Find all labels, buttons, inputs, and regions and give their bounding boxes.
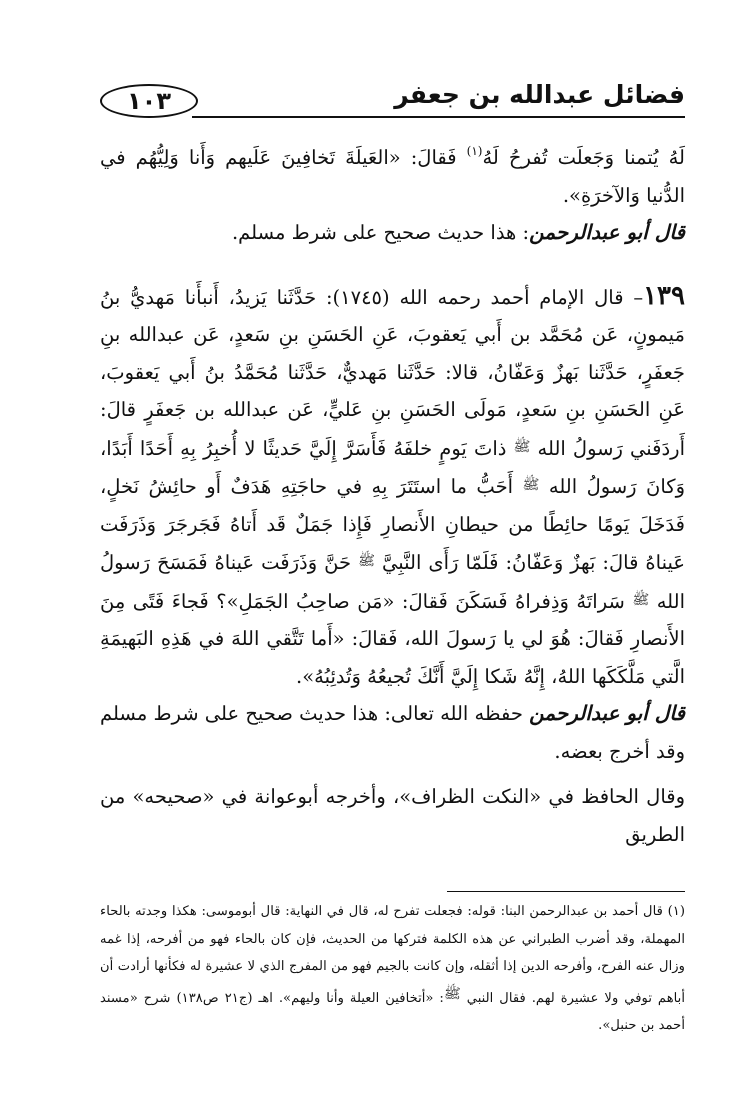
- salawat-glyph: ﷺ: [513, 438, 531, 455]
- spacer: [100, 252, 685, 278]
- hadith-text-2: ذاتَ يَومٍ خلفَهُ فَأَسَرَّ إِلَيَّ حَديثًا لا أُخبِرُ بِهِ أَحَدًا أَبَدًا، وَكانَ رَسولُ الله: [100, 436, 685, 498]
- footnote-1: [100, 898, 685, 1040]
- hadith-number: ١٣٩: [643, 280, 685, 311]
- paragraph-2: [100, 214, 685, 252]
- main-text: [100, 133, 685, 853]
- footnote-rule: [447, 891, 685, 892]
- running-header: [100, 72, 685, 122]
- paragraph-2-text: : هذا حديث صحيح على شرط مسلم.: [231, 221, 530, 244]
- footnote-ref: (١): [466, 144, 483, 158]
- salawat-glyph: ﷺ: [443, 985, 461, 1002]
- salawat-glyph: ﷺ: [632, 591, 650, 608]
- page-number: ١٠٣: [127, 87, 171, 115]
- paragraph-1-text: لَهُ يُتمنا وَجَعلَت تُفرحُ لَهُ: [482, 146, 685, 169]
- footnotes: [100, 898, 685, 1040]
- author-name: قال أبو عبدالرحمن: [529, 220, 685, 244]
- author-name: قال أبو عبدالرحمن: [529, 701, 685, 725]
- salawat-glyph: ﷺ: [358, 553, 375, 569]
- hadith-text-3: أَحَبُّ ما استَتَرَ بِهِ في حاجَتِهِ هَدَفٌ أَو حائِشُ نَخلٍ، فَدَخَلَ يَومًا حائِطًا من حيطانِ الأَنصارِ فَإِذا جَمَلٌ قَد أَتاهُ فَجَرجَرَ وَذَرَفَت عَيناهُ قالَ: بَهزٌ وَعَفّانُ: فَلَمّا رَأَى النَّبِيَّ: [100, 475, 685, 574]
- footnote-text-1: قال أحمد بن عبدالرحمن البنا: قوله: فجعلت تفرح له، قال في النهاية: قال أبوموسى: هكذا وجدته بالحاء المهملة، وقد أضرب الطبراني عن هذه الكلمة فتركها من الحديث، فإن كان بالحاء فهو من أفرحه، إذا غمه وزال عنه الفرح، وأفرحه الدين إذا أثقله، وإن كانت بالجيم فهو من المفرج الذي لا عشيرة له فكأنها أرادت أن أباهم توفي ولا عشيرة لهم. فقال النبي: [100, 904, 686, 1006]
- paragraph-1: [100, 133, 685, 214]
- spacer: [100, 770, 685, 778]
- hadith-139: [100, 278, 685, 696]
- header-rule: [192, 116, 685, 118]
- hadith-text-5: سَراتَهُ وَذِفراهُ فَسَكَنَ فَقالَ: «مَن صاحِبُ الجَمَلِ»؟ فَجاءَ فَتًى مِنَ الأَنصارِ فَقالَ: هُوَ لي يا رَسولَ الله، فَقالَ: «أَما تَتَّقي اللهَ في هَذِهِ البَهيمَةِ الَّتي مَلَّكَكَها اللهُ، إِنَّهُ شَكا إِلَيَّ أَنَّكَ تُجيعُهُ وَتُدئِبُهُ».: [100, 589, 685, 688]
- hadith-text-1: – قال الإمام أحمد رحمه الله (١٧٤٥): حَدَّثَنا يَزيدُ، أَنبأَنا مَهديُّ بنُ مَيمونٍ، عَن مُحَمَّد بن أَبي يَعقوبَ، عَنِ الحَسَنِ بنِ سَعدٍ، عَن عبدالله بنِ جَعفَرٍ، حَدَّثَنا بَهزٌ وَعَفّانُ، قالا: حَدَّثَنا مَهديٌّ، حَدَّثَنا مُحَمَّدُ بنُ أَبي يَعقوبَ، عَنِ الحَسَنِ بنِ سَعدٍ، مَولَى الحَسَنِ بنِ عَليٍّ، عَن عبدالله بن جَعفَرٍ قالَ: أَردَفَني رَسولُ الله: [100, 285, 685, 460]
- salawat-glyph: ﷺ: [522, 477, 540, 493]
- paragraph-5: [100, 778, 685, 853]
- hadith-text-4: حَنَّ وَذَرَفَت عَيناهُ فَمَسَحَ رَسولُ الله: [100, 551, 685, 613]
- header-title: فضائل عبدالله بن جعفر: [394, 80, 685, 109]
- footnote-label: (١): [667, 904, 685, 919]
- footnote-text-2: : «أتخافين العيلة وأنا وليهم». اهـ (ج٢١ ص١٣٨) شرح «مسند أحمد بن حنبل».: [100, 990, 685, 1033]
- paragraph-1-text-cont: فَقالَ: «العَيلَةَ تَخافِينَ عَلَيهم وَأَنا وَلِيُّهُم في الدُّنيا وَالآخرَةِ».: [100, 146, 685, 207]
- paragraph-5-text: وقال الحافظ في «النكت الظراف»، وأخرجه أبوعوانة في «صحيحه» من الطريق: [100, 785, 685, 846]
- paragraph-4-text: حفظه الله تعالى: هذا حديث صحيح على شرط مسلم وقد أخرج بعضه.: [99, 702, 685, 763]
- paragraph-4: [100, 695, 685, 770]
